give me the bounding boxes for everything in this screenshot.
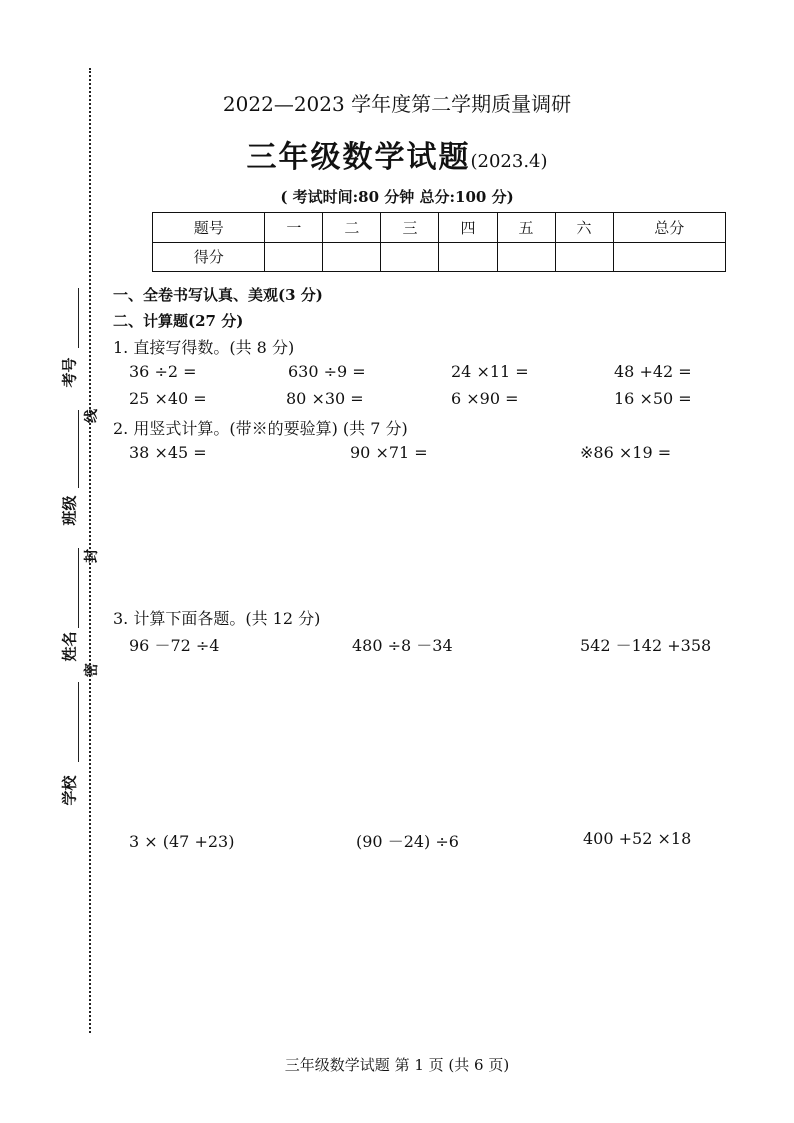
score-blank-cell[interactable] (439, 242, 497, 272)
question-2-title: 2. 用竖式计算。(带※的要验算) (共 7 分) (113, 419, 408, 438)
problem: 24 ×11 = (451, 362, 529, 381)
exam-info: ( 考试时间:80 分钟 总分:100 分) (280, 188, 514, 206)
problem: 38 ×45 = (129, 443, 207, 462)
page-footer: 三年级数学试题 第 1 页 (共 6 页) (284, 1056, 510, 1074)
score-table-score-row (153, 242, 726, 272)
problem: 3 × (47 +23) (129, 832, 235, 851)
problem: 80 ×30 = (286, 389, 364, 408)
problem: 400 +52 ×18 (583, 829, 692, 848)
score-cell: 六 (555, 213, 613, 243)
question-1-title: 1. 直接写得数。(共 8 分) (113, 338, 295, 357)
problem: 90 ×71 = (350, 443, 428, 462)
class-blank (78, 410, 79, 488)
score-cell: 一 (265, 213, 323, 243)
score-blank-cell[interactable] (323, 242, 381, 272)
exam-number-blank (78, 288, 79, 348)
seal-char-xian: 线 (84, 409, 100, 423)
school-label: 学校 (60, 775, 79, 806)
problem: 542 －142 +358 (580, 636, 712, 655)
section-two-title: 二、计算题(27 分) (113, 312, 244, 330)
class-label: 班级 (60, 495, 79, 526)
score-table-header-row (153, 213, 726, 243)
exam-title-main: 三年级数学试题 (246, 140, 471, 175)
exam-title (0, 132, 794, 176)
score-blank-cell[interactable] (613, 242, 725, 272)
score-cell: 五 (497, 213, 555, 243)
seal-char-mi: 密 (84, 663, 100, 677)
score-table (152, 212, 726, 272)
problem: 96 －72 ÷4 (129, 636, 220, 655)
seal-char-feng: 封 (84, 549, 100, 563)
score-blank-cell[interactable] (497, 242, 555, 272)
problem: 48 +42 = (614, 362, 692, 381)
exam-title-date: (2023.4) (470, 151, 548, 172)
score-cell: 得分 (153, 242, 265, 272)
question-3-title: 3. 计算下面各题。(共 12 分) (113, 609, 321, 628)
name-blank (78, 548, 79, 628)
problem: 16 ×50 = (614, 389, 692, 408)
score-cell: 总分 (613, 213, 725, 243)
name-label: 姓名 (60, 631, 79, 662)
problem: 25 ×40 = (129, 389, 207, 408)
score-cell: 二 (323, 213, 381, 243)
score-cell: 四 (439, 213, 497, 243)
problem: ※86 ×19 = (580, 443, 672, 462)
section-one-title: 一、全卷书写认真、美观(3 分) (113, 286, 323, 304)
school-blank (78, 682, 79, 762)
exam-number-label: 考号 (60, 357, 79, 388)
problem: 480 ÷8 －34 (352, 636, 453, 655)
problem: (90 －24) ÷6 (356, 832, 459, 851)
score-cell: 三 (381, 213, 439, 243)
score-blank-cell[interactable] (555, 242, 613, 272)
problem: 630 ÷9 = (288, 362, 366, 381)
exam-subtitle: 2022—2023 学年度第二学期质量调研 (222, 92, 572, 116)
problem: 36 ÷2 = (129, 362, 197, 381)
score-cell: 题号 (153, 213, 265, 243)
problem: 6 ×90 = (451, 389, 519, 408)
score-blank-cell[interactable] (381, 242, 439, 272)
score-blank-cell[interactable] (265, 242, 323, 272)
